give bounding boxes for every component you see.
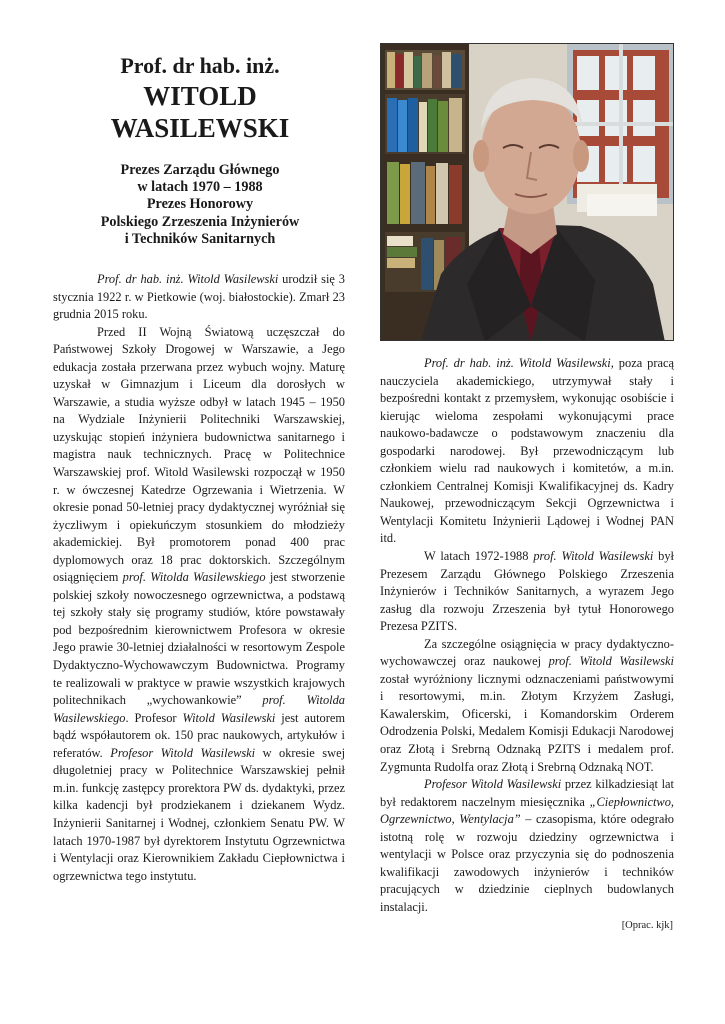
text-run: został wyróżniony licznymi odznaczeniami państwowymi i resortowymi, m.in. Złotym Krzyżem Zasługi, Kawalerskim, Oficerski, i Komandorskim Orderem Odrodzenia Polski, Medalem Komisji Edukacji Narodowej oraz Złotą i Srebrną Odznaką PZITS i medalem prof. Zygmunta Rudolfa oraz Złotą i Srebrną Odznaką NOT. — [380, 671, 674, 774]
paragraph — [380, 548, 674, 636]
name-italic: Prof. dr hab. inż. Witold Wasilewski — [97, 272, 279, 286]
text-run: jest autorem bądź współautorem ok. 150 prac naukowych, artykułów i referatów. — [53, 710, 346, 760]
subtitle-line: i Techników Sanitarnych — [124, 230, 276, 247]
name-italic: Witold Wasilewski — [182, 710, 276, 725]
author-signature: [Oprac. kjk] — [621, 920, 673, 931]
title-first-name: WITOLD — [143, 81, 257, 111]
text-run: Przed II Wojną Światową uczęszczał do Państwowej Szkoły Drogowej w Warszawie, a Jego edukacja została przerwana przez wybuch wojny. Maturę uzyskał w Gimnazjum i Liceum dla dorosłych w Warszawie, a studia wyższe odbył w latach 1945 – 1950 na Wydziale Inżynierii Politechniki Warszawskiej, uzyskując stopień inżyniera budownictwa sanitarnego i magistra nauk technicznych. Pracę w Politechnice Warszawskiej prof. Witold Wasilewski rozpoczął w 1950 r. w ówczesnej Katedrze Ogrzewania i Wietrzenia. W okresie ponad 50-letniej pracy dydaktycznej wyróżniał się życzliwym i opiekuńczym stosunkiem do młodzieży akademickiej. Był promotorem ponad 400 prac dyplomowych oraz 18 prac doktorskich. Szczególnym osiągnięciem — [53, 324, 345, 585]
name-italic: Prof. dr hab. inż. Witold Wasilewski — [424, 356, 611, 370]
name-italic: prof. Witolda Wasilewskiego — [53, 693, 345, 725]
name-italic: Profesor Witold Wasilewski — [424, 777, 562, 792]
portrait-photo — [380, 43, 674, 341]
paragraph — [53, 271, 345, 324]
subtitle-line: Prezes Honorowy — [146, 196, 254, 213]
journal-title-italic: „Ciepłownictwo, Ogrzewnictwo, Wentylacja” — [380, 794, 674, 827]
right-column-text — [380, 355, 674, 917]
text-run: jest stworzenie polskiej szkoły nowoczesnego ogrzewnictwa, a podstawą tej szkoły stały się programy studiów, które powstawały pod bezpośrednim kierownictwem Profesora w okresie Jego prawie 30-letniej działalności w resortowym Zespole Dydaktyczno-Wychowawczym Budownictwa. Programy te realizowali w praktyce w prawie wszystkich krajowych politechnikach „wychowankowie” — [53, 570, 345, 708]
paragraph — [380, 776, 674, 916]
paragraph — [380, 355, 674, 548]
left-column-text — [53, 271, 345, 885]
subtitle-line: Prezes Zarządu Głównego — [120, 162, 280, 178]
paragraph — [380, 636, 674, 776]
text-run: był Prezesem Zarządu Głównego Polskiego Zrzeszenia Inżynierów i Techników Sanitarnych, a wyrazem Jego zasług dla rozwoju Zrzeszenia był tytuł Honorowego Prezesa PZITS. — [380, 549, 674, 634]
text-run: . Profesor — [125, 710, 183, 725]
name-italic: Profesor Witold Wasilewski — [110, 745, 256, 760]
text-run: przez kilkadziesiąt lat był redaktorem naczelnym miesięcznika — [380, 777, 674, 809]
text-run: W latach 1972-1988 — [424, 549, 534, 564]
name-italic: prof. Witold Wasilewski — [548, 654, 675, 669]
title-last-name: WASILEWSKI — [110, 113, 290, 143]
subtitle-line: Polskiego Zrzeszenia Inżynierów — [100, 213, 300, 230]
name-italic: prof. Witold Wasilewski — [533, 549, 654, 564]
text-run: Za szczególne osiągnięcia w pracy dydaktyczno-wychowawczej oraz naukowej — [380, 636, 674, 669]
text-run: , poza pracą nauczyciela akademickiego, utrzymywał stały i bezpośredni kontakt z przemysłem, wykonując osobiście i kierując wieloma zespołami wykonującymi prace naukowo-badawcze o podstawowym znaczeniu dla gospodarki narodowej. Był przewodniczącym lub członkiem wielu rad naukowych i komitetów, a m.in. członkiem Centralnej Komisji Kwalifikacyjnej ds. Kadry Naukowej, przewodniczącym Sekcji Ogrzewnictwa i Wentylacji Komitetu Inżynierii Lądowej i Wodnej PAN itd. — [380, 356, 674, 546]
title-academic-degree: Prof. dr hab. inż. — [120, 53, 280, 78]
subtitle-line: w latach 1970 – 1988 — [137, 179, 263, 196]
text-run: – czasopisma, które odegrało istotną rolę w rozwoju dziedziny ogrzewnictwa i wentylacji w Polsce oraz przyczynia się do podnoszenia kwalifikacji zawodowych inżynierów i techników pracujących w dziedzinie cieplnych budowlanych instalacji. — [380, 812, 674, 914]
name-italic: prof. Witolda Wasilewskiego — [122, 570, 266, 585]
paragraph — [53, 324, 345, 886]
page-title — [60, 52, 340, 144]
text-run: urodził się 3 stycznia 1922 r. w Pietkowie (woj. białostockie). Zmarł 23 grudnia 2015 roku. — [53, 272, 345, 322]
subtitle — [55, 162, 345, 248]
text-run: w okresie swej długoletniej pracy w Politechnice Warszawskiej pełnił m.in. funkcję zastępcy prorektora PW ds. dydaktyki, przez kilka kadencji był prodziekanem i dziekanem Wydz. Inżynierii Sanitarnej i Wodnej, członkiem Senatu PW. W latach 1970-1987 był dyrektorem Instytutu Ogrzewnictwa i Wentylacji oraz Kierownikiem Zakładu Ciepłownictwa i ogrzewnictwa tego instytutu. — [53, 745, 346, 883]
